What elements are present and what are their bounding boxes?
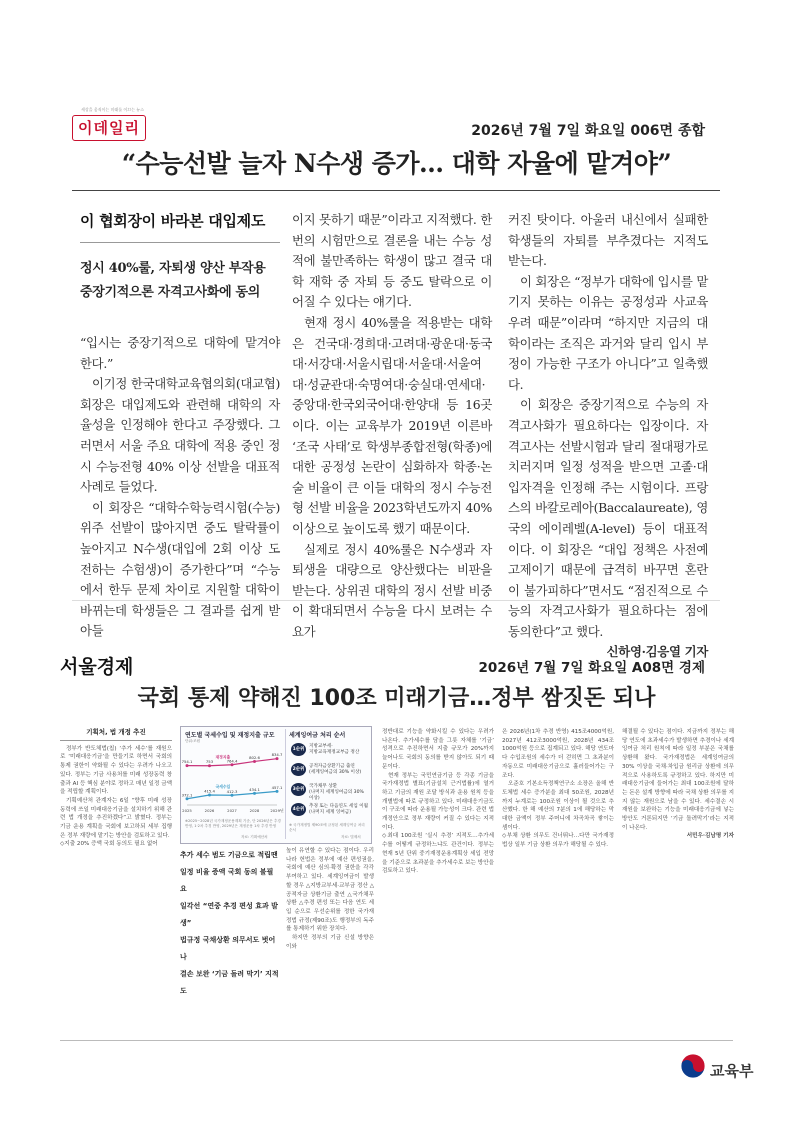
article1-deck-1: 정시 40%룰, 자퇴생 양산 부작용	[80, 261, 266, 276]
data-point	[186, 764, 189, 767]
data-point	[208, 793, 211, 796]
paragraph: 하지만 정부의 기금 신설 방향은 이와	[286, 935, 374, 950]
paragraph: 실제로 정시 40%룰은 N수생과 자퇴생을 대량으로 양산했다는 비판을 받는다. 상위권 대학의 정시 선발 비중이 확대되면서 수능을 다시 보려는 수요가	[292, 541, 492, 639]
paragraph: 이 회장은 중장기적으로 수능의 자격고사화가 필요하다는 입장이다. 자격고사는 선발시험과 달리 절대평가로 치러지며 일정 성적을 받으면 고졸·대입자격을 인정해 주는 시험이다. 프랑스의 바칼로레아(Baccalaureate), 영국의 에이레벨(A-level) 등이 대표적이다. 이 회장은 “대입 정책은 사전예고제이기 때문에 급격히 바꾸면 혼란이 불가피하다”면서도 “점진적으로 수능의 자격고사화가 필요하다는 점에 동의한다”고 했다.	[508, 397, 708, 639]
surplus-order-title: 세계잉여금 처리 순서	[289, 732, 346, 739]
edaily-logo: 이데일리	[72, 115, 146, 141]
data-label: 415.4	[204, 788, 215, 794]
figure-divider	[285, 729, 286, 839]
paragraph: 은 2026년(1차 추경 반영) 415조4000억원, 2027년 412조3000억원, 2028년 434조1000억원 등으로 집계되고 있다. 해당 연도마다 수입조원의 세수가 더 걷히면 그 초과분이 자동으로 미래대응기금으로 흘러들어가는 구조다.	[502, 729, 614, 779]
paragraph: 높이 유연할 수 있다는 점이다. 우리나라 헌법은 정부에 예산 편성권을, 국회에 예산 심의·확정 권한을 각각 부여하고 있다. 세계잉여금이 발생할 경우 △지방교부세·교부금 정산 △공적자금 상환기금 출연 △국가채무 상환 △추경 편성 또는 다음 연도 세입 순으로 우선순위를 정한 국가재정법 규정(제90조)도 행정부의 독주를 통제하기 위한 장치다.	[286, 848, 374, 933]
chart-source: 자료: 기획예산처	[241, 835, 268, 839]
surplus-order-note: ※ 국가재정법 제90조에 규정된 세계잉여금 처리 순서	[289, 823, 365, 832]
data-point	[276, 790, 279, 793]
article-separator	[72, 600, 720, 601]
step-number: 1순위	[291, 743, 306, 756]
article2-kicker: 기획처, 법 개정 추진	[86, 728, 146, 736]
data-label: 754.1	[181, 759, 193, 765]
chart-note: ※2025~2028년 국가재정운용계획 기준, 단 2026년은 추경 반영, 1·2차 추경 반영, 2029년은 재정운용 1차 추경 반영	[185, 819, 281, 828]
data-point	[253, 760, 256, 763]
data-point	[231, 763, 234, 766]
paragraph: 이 회장은 “정부가 대학에 입시를 맡기지 못하는 이유는 공정성과 사교육 우려 때문”이라며 “하지만 지금의 대학이라는 조직은 과거와 달리 입시 부정이 가능한 구조가 아니다”고 일축했다.	[508, 273, 708, 392]
paragraph: 정반대로 기능을 약화시킬 수 있다는 우려가 나온다. 추가세수를 담을 그릇 자체를 ‘기금’ 성격으로 추진하면서 지출 규모가 20%까지 늘어나도 국회의 동의를 받지 않아도 되기 때문이다.	[382, 729, 494, 770]
pull-quote-line: 일정 비율 증액 국회 동의 불필요	[180, 868, 274, 893]
ministry-name: 교육부	[710, 1062, 754, 1080]
pull-quote-line: 결손 보완 ‘기금 돌려 막기’ 지적도	[180, 970, 279, 995]
kicker-rule	[60, 740, 172, 741]
paragraph: 현재 정시 40%룰을 적용받는 대학은 건국대·경희대·고려대·광운대·동국대·서강대·서울시립대·서울대·서울여대·성균관대·숙명여대·숭실대·연세대·중앙대·한국외국어대·한양대 등 16곳이다. 이는 교육부가 2019년 이른바 ‘조국 사태’로 학생부종합전형(학종)에 대한 공정성 논란이 심화하자 학종·논술 비율이 큰 이들 대학의 정시 수능전형 선발 비율을 2023학년도까지 40% 이상으로 높이도록 했기 때문이다.	[292, 314, 492, 536]
paragraph: 이기정 한국대학교육협의회(대교협) 회장은 대입제도와 관련해 대학의 자율성을 인정해야 한다고 주장했다. 그러면서 서울 주요 대학에 적용 중인 정시 수능전형 40% 이상 선발을 대표적 사례로 들었다.	[80, 376, 280, 495]
footer-rule	[60, 1040, 733, 1041]
x-tick-label: 2029년	[270, 808, 284, 813]
pull-quote-line: 일각선 “연중 추경 편성 효과 발생”	[180, 902, 278, 927]
paragraph: 해결될 수 있다는 점이다. 지금까지 정부는 해당 연도에 초과세수가 발생하면 추경이나 세계잉여금 처리 원칙에 따라 일정 부분은 국채를 상환해 왔다. 국가재정법은 세계잉여금의 30% 이상을 국채·차입금 원리금 상환에 의무적으로 사용하도록 규정하고 있다. 하지만 미래대응기금에 들어가는 최대 100조원에 달하는 돈은 설계 방향에 따라 국채 상환 의무를 지지 않는 재원으로 남을 수 있다. 세수결손 시 재원을 보완하는 기능을 미래대응기금에 넣는 방안도 거론되지만 ‘기금 돌려막기’라는 지적이 나온다.	[622, 729, 734, 831]
article1-byline: 신하영·김응열 기자	[606, 644, 708, 660]
step-number: 2순위	[291, 763, 306, 776]
step-text: 지방교부세· 지방교육재정교부금 정산	[309, 744, 360, 755]
data-point	[231, 794, 234, 797]
x-tick-label: 2026	[204, 808, 215, 813]
x-tick-label: 2028	[249, 808, 260, 813]
paragraph: 현재 정부는 국민연금기금 등 각종 기금을 국가재정법 별표(기금설치 근거법률)에 열거하고 기금의 재원 조달 방식과 운용 원칙 등을 개별법에 따로 규정하고 있다. 미래대응기금도 이 구조에 따라 운용될 가능성이 크다. 관련 법 개정안으로 정부 재량이 커질 수 있다는 지적이다.	[382, 772, 494, 831]
revenue-spending-chart	[183, 743, 283, 815]
data-label: 753	[205, 759, 214, 765]
article2-headline: 국회 통제 약해진 100조 미래기금…정부 쌈짓돈 되나	[137, 686, 656, 711]
figure-panel	[180, 726, 372, 844]
data-label: 434.1	[249, 786, 260, 792]
data-point	[186, 797, 189, 800]
paragraph: ◇부채 상환 의무도 건너뛰나…다만 국가재정법상 일부 기금 상환 의무가 해당될 수 있다.	[502, 833, 614, 849]
article2-column-6	[622, 728, 734, 841]
paragraph: 오준호 기본소득정책연구소 소장은 올해 반도체법 세수 증가분을 최대 50조원, 2028년까지 누계로는 100조원 이상이 될 것으로 추산했다. 한 해 예산의 7분의 1에 해당하는 막대한 금액이 정부 주머니에 차곡차곡 쌓이는 셈이다.	[502, 781, 614, 831]
article1-column-3	[508, 210, 708, 663]
logo-tagline: 세상을 움직이는 미래를 이끄는 뉴스	[80, 107, 145, 112]
headline-rule	[72, 190, 720, 191]
subtitle-rule	[80, 242, 280, 243]
paragraph: “입시는 중장기적으로 대학에 맡겨야 한다.”	[80, 335, 280, 371]
surplus-order-source: 자료: 법제처	[341, 835, 361, 839]
step-text: 추경 또는 다음연도 세입 이월 (나머지 세계 잉여금)	[309, 804, 369, 815]
pull-quote-line: 추가 세수 범도 기금으로 적립땐	[180, 851, 278, 859]
step-number: 3순위	[291, 783, 306, 796]
paragraph: 이지 못하기 때문”이라고 지적했다. 한 번의 시험만으로 결론을 내는 수능 성적에 불만족하는 학생이 많고 결국 대학 재학 중 자퇴 등 중도 탈락으로 이어질 수 있다는 얘기다.	[292, 212, 492, 310]
moe-emblem-icon	[680, 1053, 706, 1079]
article2-dateline: 2026년 7월 7일 화요일 A08면 경제	[478, 660, 705, 676]
data-point	[253, 792, 256, 795]
step-text: 공적자금상환기금 출연 (세계잉여금의 30% 이상)	[309, 764, 362, 775]
data-point	[276, 757, 279, 760]
step-number: 4순위	[291, 803, 306, 816]
series-legend-label: 재정지출	[215, 754, 231, 760]
article1-column-1	[80, 210, 280, 642]
article1-deck-2: 중장기적으론 자격고사화에 동의	[80, 285, 261, 300]
pull-quote	[180, 847, 280, 1000]
sedaily-logo: 서울경제	[60, 656, 134, 678]
article1-headline: “수능선발 늘자 N수생 증가… 대학 자율에 맡겨야”	[121, 149, 672, 178]
data-point	[208, 764, 211, 767]
paragraph: 정부가 반도체법(칩) ‘추가 세수’를 재원으로 ‘미래대응기금’을 만들기로 하면서 국회의 통제 권한이 약화될 수 있다는 우려가 나오고 있다. 정부는 기금 사용처를 미래 성장동력 창출과 AI 등 핵심 분야로 정하고 매년 일정 금액을 적립할 계획이다.	[60, 745, 172, 796]
paragraph: 커진 탓이다. 아울러 내신에서 실패한 학생들의 자퇴를 부추겼다는 지적도 받는다.	[508, 212, 708, 269]
x-tick-label: 2027	[227, 808, 237, 813]
data-label: 764.4	[226, 758, 238, 764]
article2-column-5	[502, 728, 614, 850]
article2-column-1	[60, 728, 172, 849]
data-label: 802.6	[249, 754, 260, 760]
series-legend-label: 국세수입	[215, 783, 231, 789]
article2-byline: 서민우·김남명 기자	[686, 833, 734, 840]
paragraph: ◇최대 100조원 ‘실시 추경’ 지적도…추가세수를 어떻게 규정하느냐도 관건이다. 정부는 현재 5년 단위 중기재정운용계획상 세입 전망을 기준으로 초과분을 추가세수로 보는 방안을 검토하고 있다.	[382, 833, 494, 875]
data-label: 834.7	[271, 752, 283, 758]
article1-dateline: 2026년 7월 7일 화요일 006면 종합	[471, 123, 705, 139]
data-label: 412.3	[226, 788, 238, 794]
paragraph: ◇지출 20% 증액 국회 동의도 필요 없어	[60, 841, 158, 848]
step-text: 국가채무 상환 (나머지 세계잉여금의 30% 이상)	[309, 784, 364, 801]
paragraph: 이 회장은 “대학수학능력시험(수능) 위주 선발이 많아지면 중도 탈락률이 높아지고 N수생(대입에 2회 이상 도전하는 수험생)이 증가한다”며 “수능에서 한두 문제 차이로 지원할 대학이 바뀌는데 학생들은 그 결과를 쉽게 받아들	[80, 499, 280, 639]
data-label: 372.1	[181, 792, 193, 798]
data-label: 457.1	[271, 784, 283, 790]
paragraph: 기획예산처 관계자는 6일 “향후 미래 성장 동력에 쓰일 미래대응기금을 설치하기 위해 관련 법 개정을 추진하겠다”고 밝혔다. 정부는 기금 운용 계획을 국회에 보고하되 세부 집행은 정부 재량에 맡기는 방안을 검토하고 있다.	[60, 797, 172, 839]
article1-column-2	[292, 210, 492, 642]
article2-column-3	[286, 847, 374, 951]
pull-quote-line: 법규정 국채상환 의무서도 벗어나	[180, 936, 276, 961]
chart-unit: 단위:조원	[185, 739, 201, 743]
chart-title: 연도별 국세수입 및 재정지출 규모	[185, 732, 275, 739]
article1-subtitle: 이 협회장이 바라본 대입제도	[80, 212, 266, 230]
x-tick-label: 2025	[182, 808, 192, 813]
article2-column-4	[382, 728, 494, 876]
